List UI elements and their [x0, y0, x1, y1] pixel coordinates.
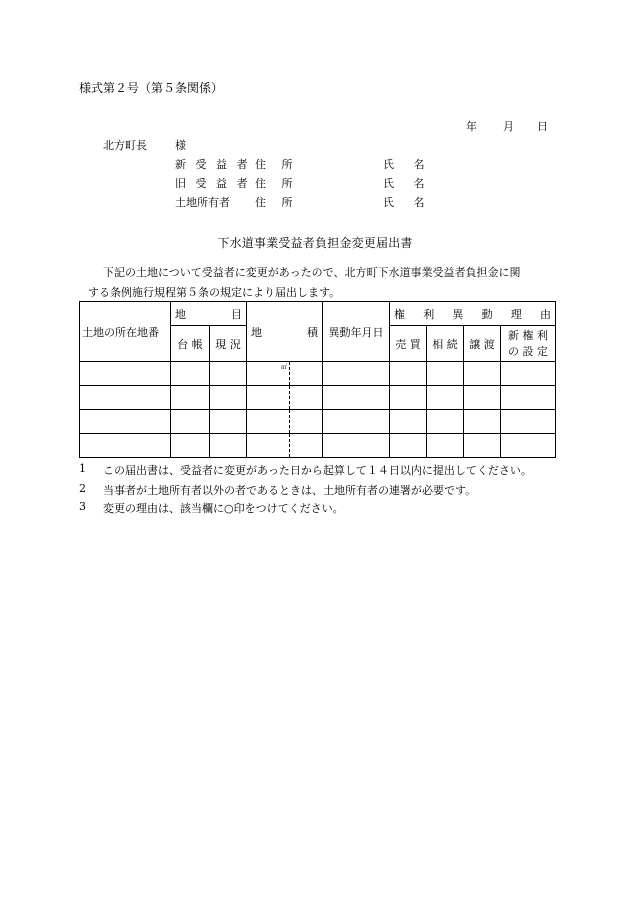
- cell-current[interactable]: [210, 386, 247, 410]
- cell-inherit[interactable]: [427, 410, 464, 434]
- cell-area-decimal[interactable]: [290, 386, 323, 410]
- cell-inherit[interactable]: [427, 434, 464, 458]
- cell-location[interactable]: [80, 362, 171, 386]
- header-inherit: 相 続: [427, 326, 464, 362]
- header-location: 土地の所在地番: [80, 302, 171, 362]
- area-unit: ㎡: [280, 364, 287, 371]
- document-title: 下水道事業受益者負担金変更届出書: [217, 236, 413, 250]
- cell-transfer[interactable]: [464, 410, 501, 434]
- header-land-category-2: 目: [231, 307, 242, 321]
- header-current: 現 況: [210, 326, 247, 362]
- addressee-name: 北方町長: [103, 139, 147, 152]
- note-number: 3: [79, 500, 86, 513]
- addressee: [103, 137, 186, 153]
- cell-current[interactable]: [210, 410, 247, 434]
- cell-area[interactable]: [247, 434, 290, 458]
- header-reason-char: 動: [481, 307, 493, 321]
- cell-new-right[interactable]: [501, 410, 556, 434]
- addressee-honorific: 様: [175, 139, 186, 152]
- party-address: 住 所: [255, 196, 299, 209]
- cell-area-decimal[interactable]: [290, 362, 323, 386]
- party-name: 氏 名: [383, 177, 433, 190]
- cell-current[interactable]: [210, 362, 247, 386]
- header-area-2: 積: [307, 325, 318, 339]
- date-month: 月: [503, 120, 514, 133]
- body-text-line-1: 下記の土地について受益者に変更があったので、北方町下水道事業受益者負担金に関: [103, 266, 521, 279]
- header-new-right: [501, 326, 556, 362]
- header-reason-char: 理: [510, 307, 522, 321]
- cell-transfer[interactable]: [464, 362, 501, 386]
- cell-location[interactable]: [80, 386, 171, 410]
- party-name: 氏 名: [383, 196, 433, 209]
- cell-area[interactable]: [247, 362, 290, 386]
- cell-new-right[interactable]: [501, 434, 556, 458]
- cell-inherit[interactable]: [427, 386, 464, 410]
- cell-date[interactable]: [323, 434, 390, 458]
- cell-ledger[interactable]: [171, 386, 210, 410]
- table-row: [80, 386, 556, 410]
- header-change-date: 異動年月日: [323, 302, 390, 362]
- cell-sale[interactable]: [390, 410, 427, 434]
- party-label: 旧 受 益 者: [175, 177, 251, 190]
- cell-area-decimal[interactable]: [290, 434, 323, 458]
- party-label: 新 受 益 者: [175, 158, 251, 171]
- form-number: 様式第２号（第５条関係）: [79, 81, 224, 95]
- note-number: 2: [79, 482, 86, 495]
- note-number: 1: [79, 462, 86, 475]
- note-text: 変更の理由は、該当欄に○印をつけてください。: [103, 502, 344, 515]
- header-sale: 売 買: [390, 326, 427, 362]
- cell-inherit[interactable]: [427, 362, 464, 386]
- header-new-right-2: の 設 定: [508, 344, 548, 358]
- cell-sale[interactable]: [390, 434, 427, 458]
- header-reason-char: 由: [539, 307, 551, 321]
- cell-area[interactable]: [247, 386, 290, 410]
- header-land-category-1: 地: [175, 307, 186, 321]
- cell-date[interactable]: [323, 362, 390, 386]
- party-name: 氏 名: [383, 158, 433, 171]
- header-ledger: 台 帳: [171, 326, 210, 362]
- header-reason: [390, 302, 556, 326]
- header-land-category: [171, 302, 247, 326]
- table-row: [80, 434, 556, 458]
- cell-transfer[interactable]: [464, 434, 501, 458]
- body-text-line-2: する条例施行規程第５条の規定により届出します。: [88, 286, 341, 299]
- cell-ledger[interactable]: [171, 434, 210, 458]
- cell-sale[interactable]: [390, 386, 427, 410]
- cell-new-right[interactable]: [501, 386, 556, 410]
- party-address: 住 所: [255, 158, 299, 171]
- table-header-row-1: [80, 302, 556, 326]
- header-reason-char: 利: [423, 307, 435, 321]
- cell-area-decimal[interactable]: [290, 410, 323, 434]
- header-reason-char: 異: [452, 307, 464, 321]
- land-table: [79, 301, 556, 458]
- date-day: 日: [537, 120, 548, 133]
- cell-location[interactable]: [80, 434, 171, 458]
- cell-date[interactable]: [323, 386, 390, 410]
- cell-area[interactable]: [247, 410, 290, 434]
- header-area: [247, 302, 323, 362]
- cell-ledger[interactable]: [171, 362, 210, 386]
- cell-transfer[interactable]: [464, 386, 501, 410]
- date-year: 年: [466, 120, 477, 133]
- header-reason-char: 権: [394, 307, 405, 321]
- header-area-1: 地: [251, 325, 262, 339]
- party-address: 住 所: [255, 177, 299, 190]
- cell-date[interactable]: [323, 410, 390, 434]
- header-transfer: 譲 渡: [464, 326, 501, 362]
- cell-sale[interactable]: [390, 362, 427, 386]
- cell-new-right[interactable]: [501, 362, 556, 386]
- table-row: [80, 410, 556, 434]
- cell-location[interactable]: [80, 410, 171, 434]
- note-text: この届出書は、受益者に変更があった日から起算して１４日以内に提出してください。: [103, 464, 532, 477]
- table-row: [80, 362, 556, 386]
- note-text: 当事者が土地所有者以外の者であるときは、土地所有者の連署が必要です。: [103, 484, 477, 497]
- party-label: 土地所有者: [175, 196, 230, 209]
- header-new-right-1: 新 権 利: [508, 328, 548, 342]
- cell-ledger[interactable]: [171, 410, 210, 434]
- cell-current[interactable]: [210, 434, 247, 458]
